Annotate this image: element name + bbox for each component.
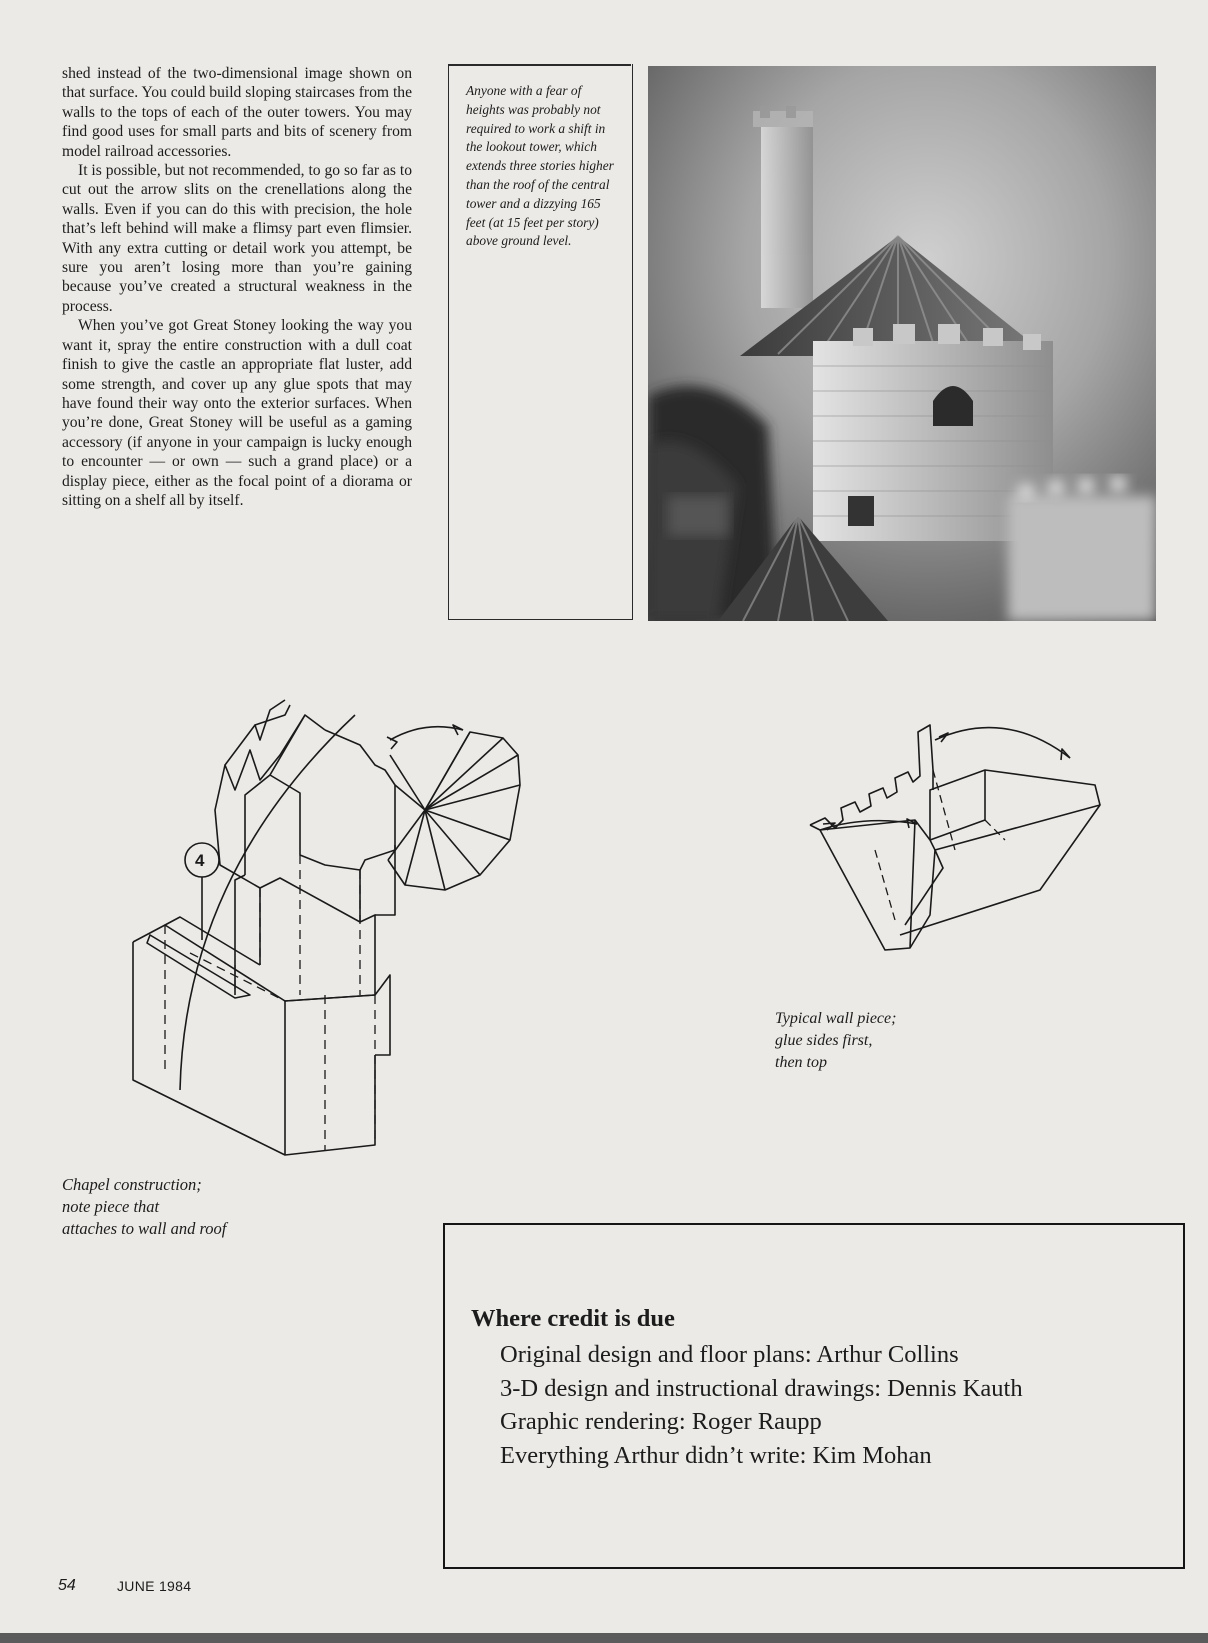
chapel-caption — [62, 1174, 226, 1240]
issue-date: JUNE 1984 — [117, 1578, 192, 1594]
photo-caption: Anyone with a fear of heights was probably not required to work a shift in the lookout tower, which extends three stories higher than the roof of the central tower and a dizzying 165 feet (at 15 feet per story) above ground level. — [466, 83, 614, 249]
chapel-caption-line: note piece that — [62, 1197, 160, 1216]
article-paragraph-3: When you’ve got Great Stoney looking the way you want it, spray the entire construction with a dull coat finish to give the castle an appropriate flat luster, add some strength, and cover up any glue spots that may have found their way onto the exterior surfaces. When you’re done, Great Stoney will be useful as a gaming accessory (if anyone in your campaign is lucky enough to encounter — or own — such a grand place) or a display piece, either as the focal point of a diorama or sitting on a shelf all by itself. — [62, 317, 412, 509]
chapel-caption-line: Chapel construction; — [62, 1175, 202, 1194]
credits-line: Original design and floor plans: Arthur Collins — [500, 1341, 959, 1368]
wall-piece-diagram — [805, 720, 1115, 970]
castle-tower-photo — [648, 66, 1156, 621]
chapel-callout-number: 4 — [195, 851, 205, 870]
chapel-construction-diagram — [125, 695, 545, 1165]
article-paragraph-1: shed instead of the two-dimensional image shown on that surface. You could build sloping staircases from the walls to the tops of each of the outer towers. You may find good uses for small parts and bits of scenery from model railroad accessories. — [62, 65, 412, 160]
wall-piece-caption-line: glue sides first, — [775, 1032, 873, 1049]
credits-line: Graphic rendering: Roger Raupp — [500, 1408, 822, 1435]
credits-list — [500, 1338, 1023, 1472]
credits-title: Where credit is due — [471, 1305, 675, 1332]
wall-piece-caption-line: then top — [775, 1054, 827, 1071]
article-body — [62, 64, 412, 510]
credits-line: 3-D design and instructional drawings: Dennis Kauth — [500, 1374, 1023, 1402]
wall-piece-caption-line: Typical wall piece; — [775, 1010, 897, 1027]
wall-piece-caption — [775, 1008, 896, 1074]
credits-box — [443, 1223, 1185, 1569]
credits-line: Everything Arthur didn’t write: Kim Mohan — [500, 1441, 932, 1469]
chapel-caption-line: attaches to wall and roof — [62, 1219, 227, 1238]
page-number: 54 — [58, 1577, 76, 1594]
page-bottom-edge — [0, 1633, 1208, 1643]
photo-caption-box — [448, 64, 633, 620]
article-paragraph-2: It is possible, but not recommended, to go so far as to cut out the arrow slits on the crenellations along the walls. Even if you can do this with precision, the hole that’s left behind will make a flimsy part even flimsier. With any extra cutting or detail work you attempt, be sure you aren’t losing more than you’re gaining because you’ve created a structural weakness in the process. — [62, 162, 412, 315]
